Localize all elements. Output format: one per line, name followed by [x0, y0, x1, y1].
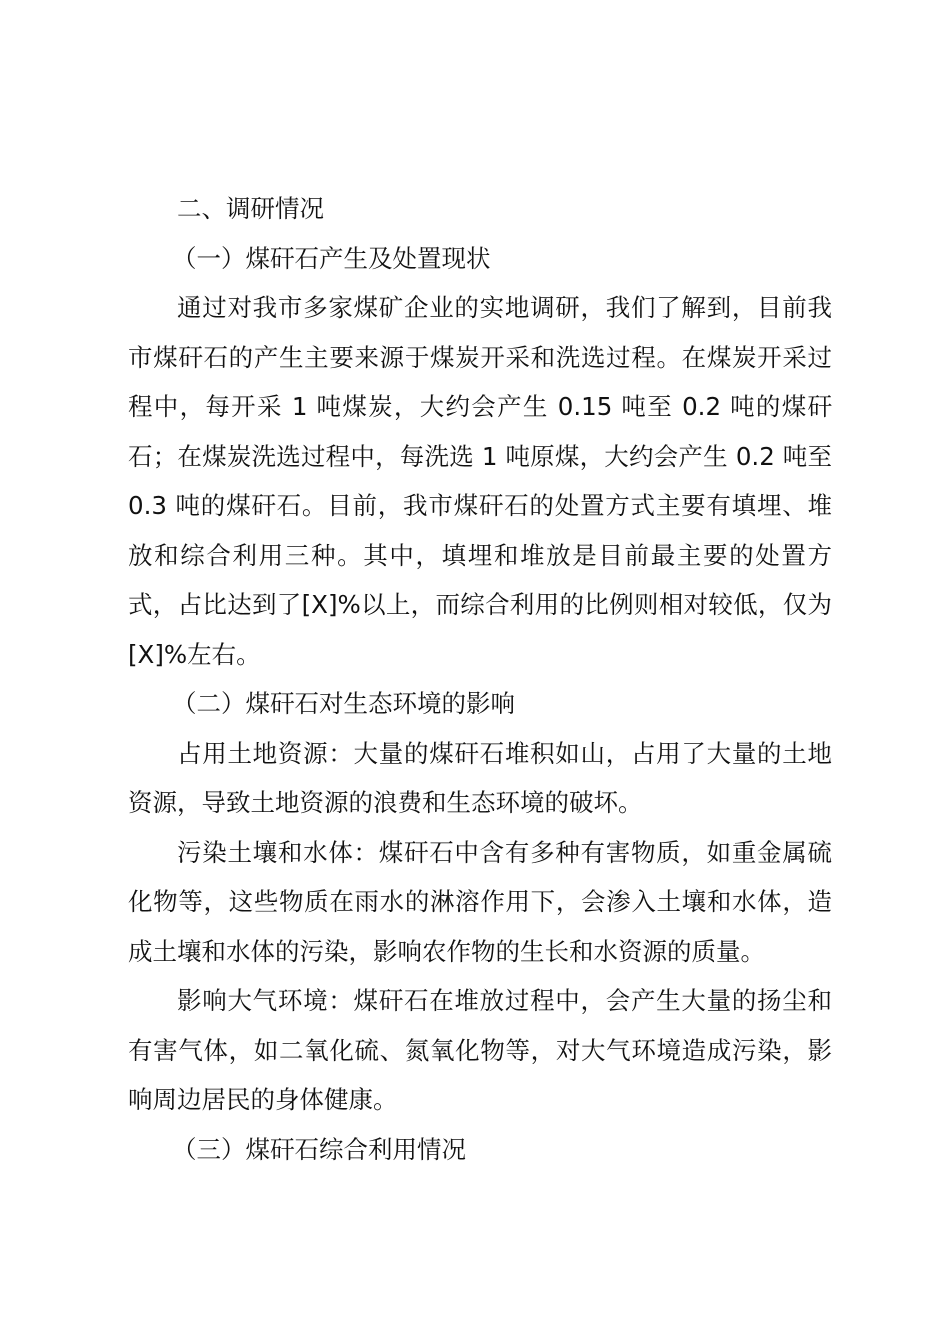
section-heading: 二、调研情况: [177, 194, 324, 223]
paragraph-air-impact: 影响大气环境：煤矸石在堆放过程中，会产生大量的扬尘和有害气体，如二氧化硫、氮氧化物等，对大气环境造成污染，影响周边居民的身体健康。: [128, 986, 832, 1114]
paragraph-land-occupation: 占用土地资源：大量的煤矸石堆积如山，占用了大量的土地资源，导致土地资源的浪费和生态环境的破坏。: [128, 738, 832, 817]
document-body: [128, 184, 832, 1174]
subsection-heading-1: （一）煤矸石产生及处置现状: [172, 243, 491, 273]
paragraph-soil-water-pollution: 污染土壤和水体：煤矸石中含有多种有害物质，如重金属硫化物等，这些物质在雨水的淋溶作用下，会渗入土壤和水体，造成土壤和水体的污染，影响农作物的生长和水资源的质量。: [128, 837, 832, 966]
paragraph-coal-gangue-status: 通过对我市多家煤矿企业的实地调研，我们了解到，目前我市煤矸石的产生主要来源于煤炭开采和洗选过程。在煤炭开采过程中，每开采 1 吨煤炭，大约会产生 0.15 吨至 0.2 吨的煤矸石；在煤炭洗选过程中，每洗选 1 吨原煤，大约会产生 0.2 吨至 0.3 吨的煤矸石。目前，我市煤矸石的处置方式主要有填埋、堆放和综合利用三种。其中，填埋和堆放是目前最主要的处置方式，占比达到了[X]%以上，而综合利用的比例则相对较低，仅为[X]%左右。: [128, 293, 832, 669]
subsection-heading-3: （三）煤矸石综合利用情况: [172, 1134, 466, 1164]
subsection-heading-2: （二）煤矸石对生态环境的影响: [172, 689, 515, 718]
